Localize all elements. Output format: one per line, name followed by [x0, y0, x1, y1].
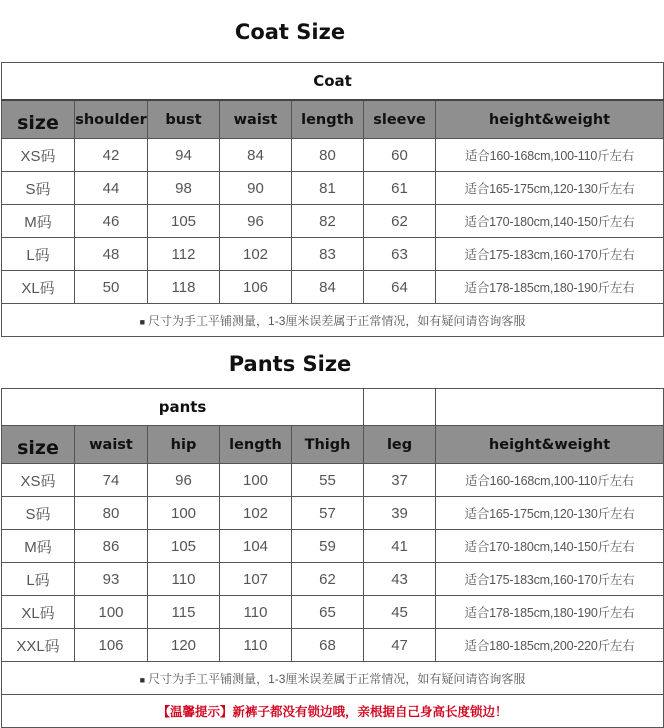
measurement-cell: 50: [75, 271, 148, 304]
pants-size-table: [1, 388, 664, 728]
coat-name-row: [2, 63, 664, 101]
measurement-cell: 84: [220, 139, 292, 172]
pants-header-height-weight: height&weight: [436, 426, 664, 464]
table-row: [2, 172, 664, 205]
measurement-cell: 37: [364, 464, 436, 497]
size-cell: XXL码: [2, 629, 75, 662]
size-cell: XL码: [2, 596, 75, 629]
note-row: [2, 662, 664, 695]
coat-header-shoulder: shoulder: [75, 100, 148, 139]
measurement-cell: 94: [148, 139, 220, 172]
table-row: [2, 497, 664, 530]
size-cell: XL码: [2, 271, 75, 304]
pants-header-thigh: Thigh: [292, 426, 364, 464]
coat-size-table: [1, 62, 664, 337]
size-cell: L码: [2, 563, 75, 596]
size-cell: XS码: [2, 139, 75, 172]
height-weight-cell: 适合175-183cm,160-170斤左右: [436, 238, 664, 271]
measurement-cell: 60: [364, 139, 436, 172]
measurement-note: [2, 662, 664, 695]
measurement-cell: 86: [75, 530, 148, 563]
note-row: [2, 304, 664, 337]
measurement-cell: 93: [75, 563, 148, 596]
pants-header-leg: leg: [364, 426, 436, 464]
pants-table-name: pants: [2, 389, 364, 426]
measurement-cell: 61: [364, 172, 436, 205]
measurement-note: [2, 304, 664, 337]
pants-size-title: Pants Size: [228, 352, 352, 376]
measurement-cell: 110: [220, 629, 292, 662]
measurement-cell: 81: [292, 172, 364, 205]
measurement-cell: 74: [75, 464, 148, 497]
measurement-cell: 110: [148, 563, 220, 596]
size-cell: S码: [2, 497, 75, 530]
pants-name-blank-cell: [436, 389, 664, 426]
square-bullet-icon: ■: [139, 674, 146, 685]
measurement-cell: 80: [75, 497, 148, 530]
measurement-cell: 68: [292, 629, 364, 662]
pants-header-hip: hip: [148, 426, 220, 464]
size-cell: M码: [2, 530, 75, 563]
height-weight-cell: 适合178-185cm,180-190斤左右: [436, 596, 664, 629]
measurement-cell: 80: [292, 139, 364, 172]
table-row: [2, 629, 664, 662]
note-text: 尺寸为手工平铺测量，1-3厘米误差属于正常情况，如有疑问请咨询客服: [148, 313, 526, 328]
measurement-cell: 107: [220, 563, 292, 596]
height-weight-cell: 适合175-183cm,160-170斤左右: [436, 563, 664, 596]
pants-header-waist: waist: [75, 426, 148, 464]
measurement-cell: 96: [220, 205, 292, 238]
measurement-cell: 102: [220, 497, 292, 530]
measurement-cell: 47: [364, 629, 436, 662]
measurement-cell: 104: [220, 530, 292, 563]
measurement-cell: 64: [364, 271, 436, 304]
measurement-cell: 100: [75, 596, 148, 629]
height-weight-cell: 适合160-168cm,100-110斤左右: [436, 464, 664, 497]
measurement-cell: 48: [75, 238, 148, 271]
measurement-cell: 120: [148, 629, 220, 662]
coat-header-row: [2, 100, 664, 139]
table-row: [2, 139, 664, 172]
coat-header-length: length: [292, 100, 364, 139]
height-weight-cell: 适合170-180cm,140-150斤左右: [436, 530, 664, 563]
measurement-cell: 59: [292, 530, 364, 563]
height-weight-cell: 适合180-185cm,200-220斤左右: [436, 629, 664, 662]
pants-name-row: [2, 389, 664, 426]
measurement-cell: 106: [220, 271, 292, 304]
size-cell: S码: [2, 172, 75, 205]
table-row: [2, 530, 664, 563]
coat-header-bust: bust: [148, 100, 220, 139]
table-row: [2, 238, 664, 271]
measurement-cell: 96: [148, 464, 220, 497]
measurement-cell: 83: [292, 238, 364, 271]
measurement-cell: 65: [292, 596, 364, 629]
measurement-cell: 63: [364, 238, 436, 271]
measurement-cell: 98: [148, 172, 220, 205]
measurement-cell: 39: [364, 497, 436, 530]
size-cell: M码: [2, 205, 75, 238]
measurement-cell: 90: [220, 172, 292, 205]
measurement-cell: 62: [292, 563, 364, 596]
measurement-cell: 57: [292, 497, 364, 530]
size-cell: L码: [2, 238, 75, 271]
height-weight-cell: 适合165-175cm,120-130斤左右: [436, 172, 664, 205]
measurement-cell: 115: [148, 596, 220, 629]
coat-header-sleeve: sleeve: [364, 100, 436, 139]
measurement-cell: 105: [148, 205, 220, 238]
height-weight-cell: 适合178-185cm,180-190斤左右: [436, 271, 664, 304]
measurement-cell: 46: [75, 205, 148, 238]
measurement-cell: 82: [292, 205, 364, 238]
table-row: [2, 271, 664, 304]
height-weight-cell: 适合170-180cm,140-150斤左右: [436, 205, 664, 238]
measurement-cell: 84: [292, 271, 364, 304]
measurement-cell: 110: [220, 596, 292, 629]
coat-header-height-weight: height&weight: [436, 100, 664, 139]
table-row: [2, 464, 664, 497]
measurement-cell: 106: [75, 629, 148, 662]
measurement-cell: 118: [148, 271, 220, 304]
measurement-cell: 55: [292, 464, 364, 497]
height-weight-cell: 适合165-175cm,120-130斤左右: [436, 497, 664, 530]
measurement-cell: 100: [148, 497, 220, 530]
coat-size-title: Coat Size: [234, 20, 346, 44]
coat-header-waist: waist: [220, 100, 292, 139]
table-row: [2, 596, 664, 629]
measurement-cell: 41: [364, 530, 436, 563]
pants-header-row: [2, 426, 664, 464]
measurement-cell: 44: [75, 172, 148, 205]
measurement-cell: 100: [220, 464, 292, 497]
measurement-cell: 105: [148, 530, 220, 563]
measurement-cell: 45: [364, 596, 436, 629]
measurement-cell: 112: [148, 238, 220, 271]
note-text: 尺寸为手工平铺测量，1-3厘米误差属于正常情况，如有疑问请咨询客服: [148, 671, 526, 686]
table-row: [2, 563, 664, 596]
height-weight-cell: 适合160-168cm,100-110斤左右: [436, 139, 664, 172]
square-bullet-icon: ■: [139, 316, 146, 327]
pants-header-size: size: [2, 426, 75, 464]
measurement-cell: 102: [220, 238, 292, 271]
pants-name-blank-cell: [364, 389, 436, 426]
table-row: [2, 205, 664, 238]
measurement-cell: 43: [364, 563, 436, 596]
hemming-warning: 【温馨提示】新裤子都没有锁边哦，亲根据自己身高长度锁边！: [2, 695, 664, 728]
size-cell: XS码: [2, 464, 75, 497]
coat-table-name: Coat: [2, 63, 664, 101]
coat-header-size: size: [2, 100, 75, 139]
measurement-cell: 62: [364, 205, 436, 238]
pants-header-length: length: [220, 426, 292, 464]
measurement-cell: 42: [75, 139, 148, 172]
